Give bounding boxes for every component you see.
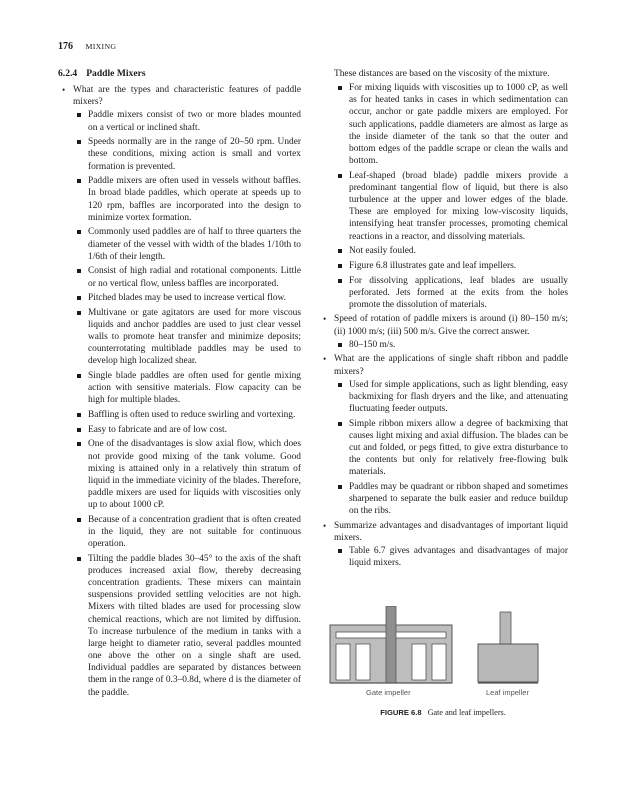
answer-list (334, 82, 568, 311)
section-number: 6.2.4 (58, 68, 78, 79)
answer-item: Simple ribbon mixers allow a degree of backmixing that causes light mixing and axial diffusion. The blades can be cut and folded, or pegs fitted, to give extra disturbance to the contents but only for relatively free-flowing bulk materials. (334, 418, 568, 479)
question-text: What are the types and characteristic features of paddle mixers? (73, 85, 301, 108)
figure-6-8 (320, 606, 566, 720)
answer-item: Not easily fouled. (334, 245, 568, 257)
answer-item: Paddles may be quadrant or ribbon shaped and sometimes sharpened to separate the bulk easier and reduce buildup on the ribs. (334, 481, 568, 517)
answer-item: Tilting the paddle blades 30–45° to the axis of the shaft produces increased axial flow, thereby decreasing concentration gradients. These mixers can maintain suspensions provided settling velocities are not high. Mixers with tilted blades are used for processing slow chemical reactions, which are not limited by diffusion. To increase turbulence of the medium in tanks with a large height to diameter ratio, several paddles mounted one above the other on a single shaft are used. Individual paddles are separated by distances between them in the range of 0.3–0.8d, where d is the diameter of the paddle. (73, 553, 301, 699)
figure-caption (320, 708, 566, 717)
answer-list (73, 109, 301, 698)
answer-item: For mixing liquids with viscosities up to 1000 cP, as well as for heated tanks in cases in which sedimentation can occur, anchor or gate paddle mixers are employed. For such applications, paddle diameters are almost as large as the inside diameter of the tank so that the outer and bottom edges of the paddle scrape or clean the walls and bottom. (334, 82, 568, 167)
leaf-impeller-label: Leaf impeller (486, 688, 529, 697)
answer-item: Paddle mixers consist of two or more blades mounted on a vertical or inclined shaft. (73, 109, 301, 133)
answer-item: Speeds normally are in the range of 20–50 rpm. Under these conditions, mixing action is small and vortex formation is prevented. (73, 136, 301, 172)
question-item (319, 520, 568, 570)
answer-list (334, 379, 568, 518)
leaf-impeller-illustration (478, 612, 538, 683)
figure-caption-text: Gate and leaf impellers. (427, 708, 506, 717)
question-text: Speed of rotation of paddle mixers is around (i) 80–150 m/s; (ii) 1000 m/s; (iii) 500 m/s. Give the correct answer. (334, 314, 568, 337)
question-text: Summarize advantages and disadvantages of important liquid mixers. (334, 520, 568, 544)
right-column (319, 68, 568, 572)
impeller-drawing (320, 606, 566, 706)
section-title: Paddle Mixers (86, 68, 146, 79)
answer-item: For dissolving applications, leaf blades are usually perforated. Jets formed at the exits from the holes promote the dissolution of materials. (334, 275, 568, 311)
answer-item: Baffling is often used to reduce swirling and vortexing. (73, 409, 301, 421)
answer-item: Used for simple applications, such as light blending, easy backmixing for flash dryers and the like, and attenuating fluctuating feeder outputs. (334, 379, 568, 415)
answer-item: Leaf-shaped (broad blade) paddle mixers provide a predominant tangential flow of liquid, but there is also turbulence at the upper and lower edges of the blade. These are employed for mixing low-viscosity liquids, intensifying heat transfer processes, promoting chemical reactions in a reactor, and dissolving materials. (334, 170, 568, 243)
section-heading (58, 68, 301, 80)
answer-item: Because of a concentration gradient that is often created in the liquid, they are not suitable for continuous operation. (73, 514, 301, 550)
answer-item: One of the disadvantages is slow axial flow, which does not provide good mixing of the tank volume. Good mixing is attained only in a relatively thin stratum of liquid in the immediate vicinity of the blades. Therefore, paddle mixers are used for liquids with viscosities only up to about 1000 cP. (73, 438, 301, 511)
answer-list (334, 339, 568, 351)
answer-item: Multivane or gate agitators are used for more viscous liquids and anchor paddles are used to just clear vessel walls to promote heat transfer and minimize deposits; counterrotating multiblade paddles may be used to develop high localized shear. (73, 307, 301, 368)
page-header (58, 41, 116, 52)
answer-item: Paddle mixers are often used in vessels without baffles. In broad blade paddles, which operate at speeds up to 120 rpm, baffles are incorporated into the design to minimize vortex formation. (73, 175, 301, 224)
answer-item: Commonly used paddles are of half to three quarters the diameter of the vessel with width of the blades 1/10th to 1/6th of their length. (73, 226, 301, 262)
question-item (58, 84, 301, 699)
gate-impeller-illustration (330, 606, 452, 683)
question-item (319, 353, 568, 517)
question-text: What are the applications of single shaft ribbon and paddle mixers? (334, 354, 568, 377)
question-list (319, 313, 568, 569)
answer-item: Pitched blades may be used to increase vertical flow. (73, 292, 301, 304)
answer-item: Single blade paddles are often used for gentle mixing action with sensitive materials. Flow capacity can be high for multiple blades. (73, 370, 301, 406)
figure-number: FIGURE 6.8 (380, 708, 422, 717)
question-item (319, 313, 568, 350)
question-list (58, 84, 301, 699)
page-number: 176 (58, 41, 73, 52)
answer-list (334, 545, 568, 569)
answer-item: Easy to fabricate and are of low cost. (73, 424, 301, 436)
left-column (58, 68, 301, 701)
answer-item: Consist of high radial and rotational components. Little or no vertical flow, unless baffles are incorporated. (73, 265, 301, 289)
answer-item: Figure 6.8 illustrates gate and leaf impellers. (334, 260, 568, 272)
answer-item: Table 6.7 gives advantages and disadvantages of major liquid mixers. (334, 545, 568, 569)
answer-item: 80–150 m/s. (334, 339, 568, 351)
continuation-text: These distances are based on the viscosity of the mixture. (334, 69, 550, 79)
running-title: MIXING (85, 42, 117, 51)
gate-impeller-label: Gate impeller (366, 688, 411, 697)
